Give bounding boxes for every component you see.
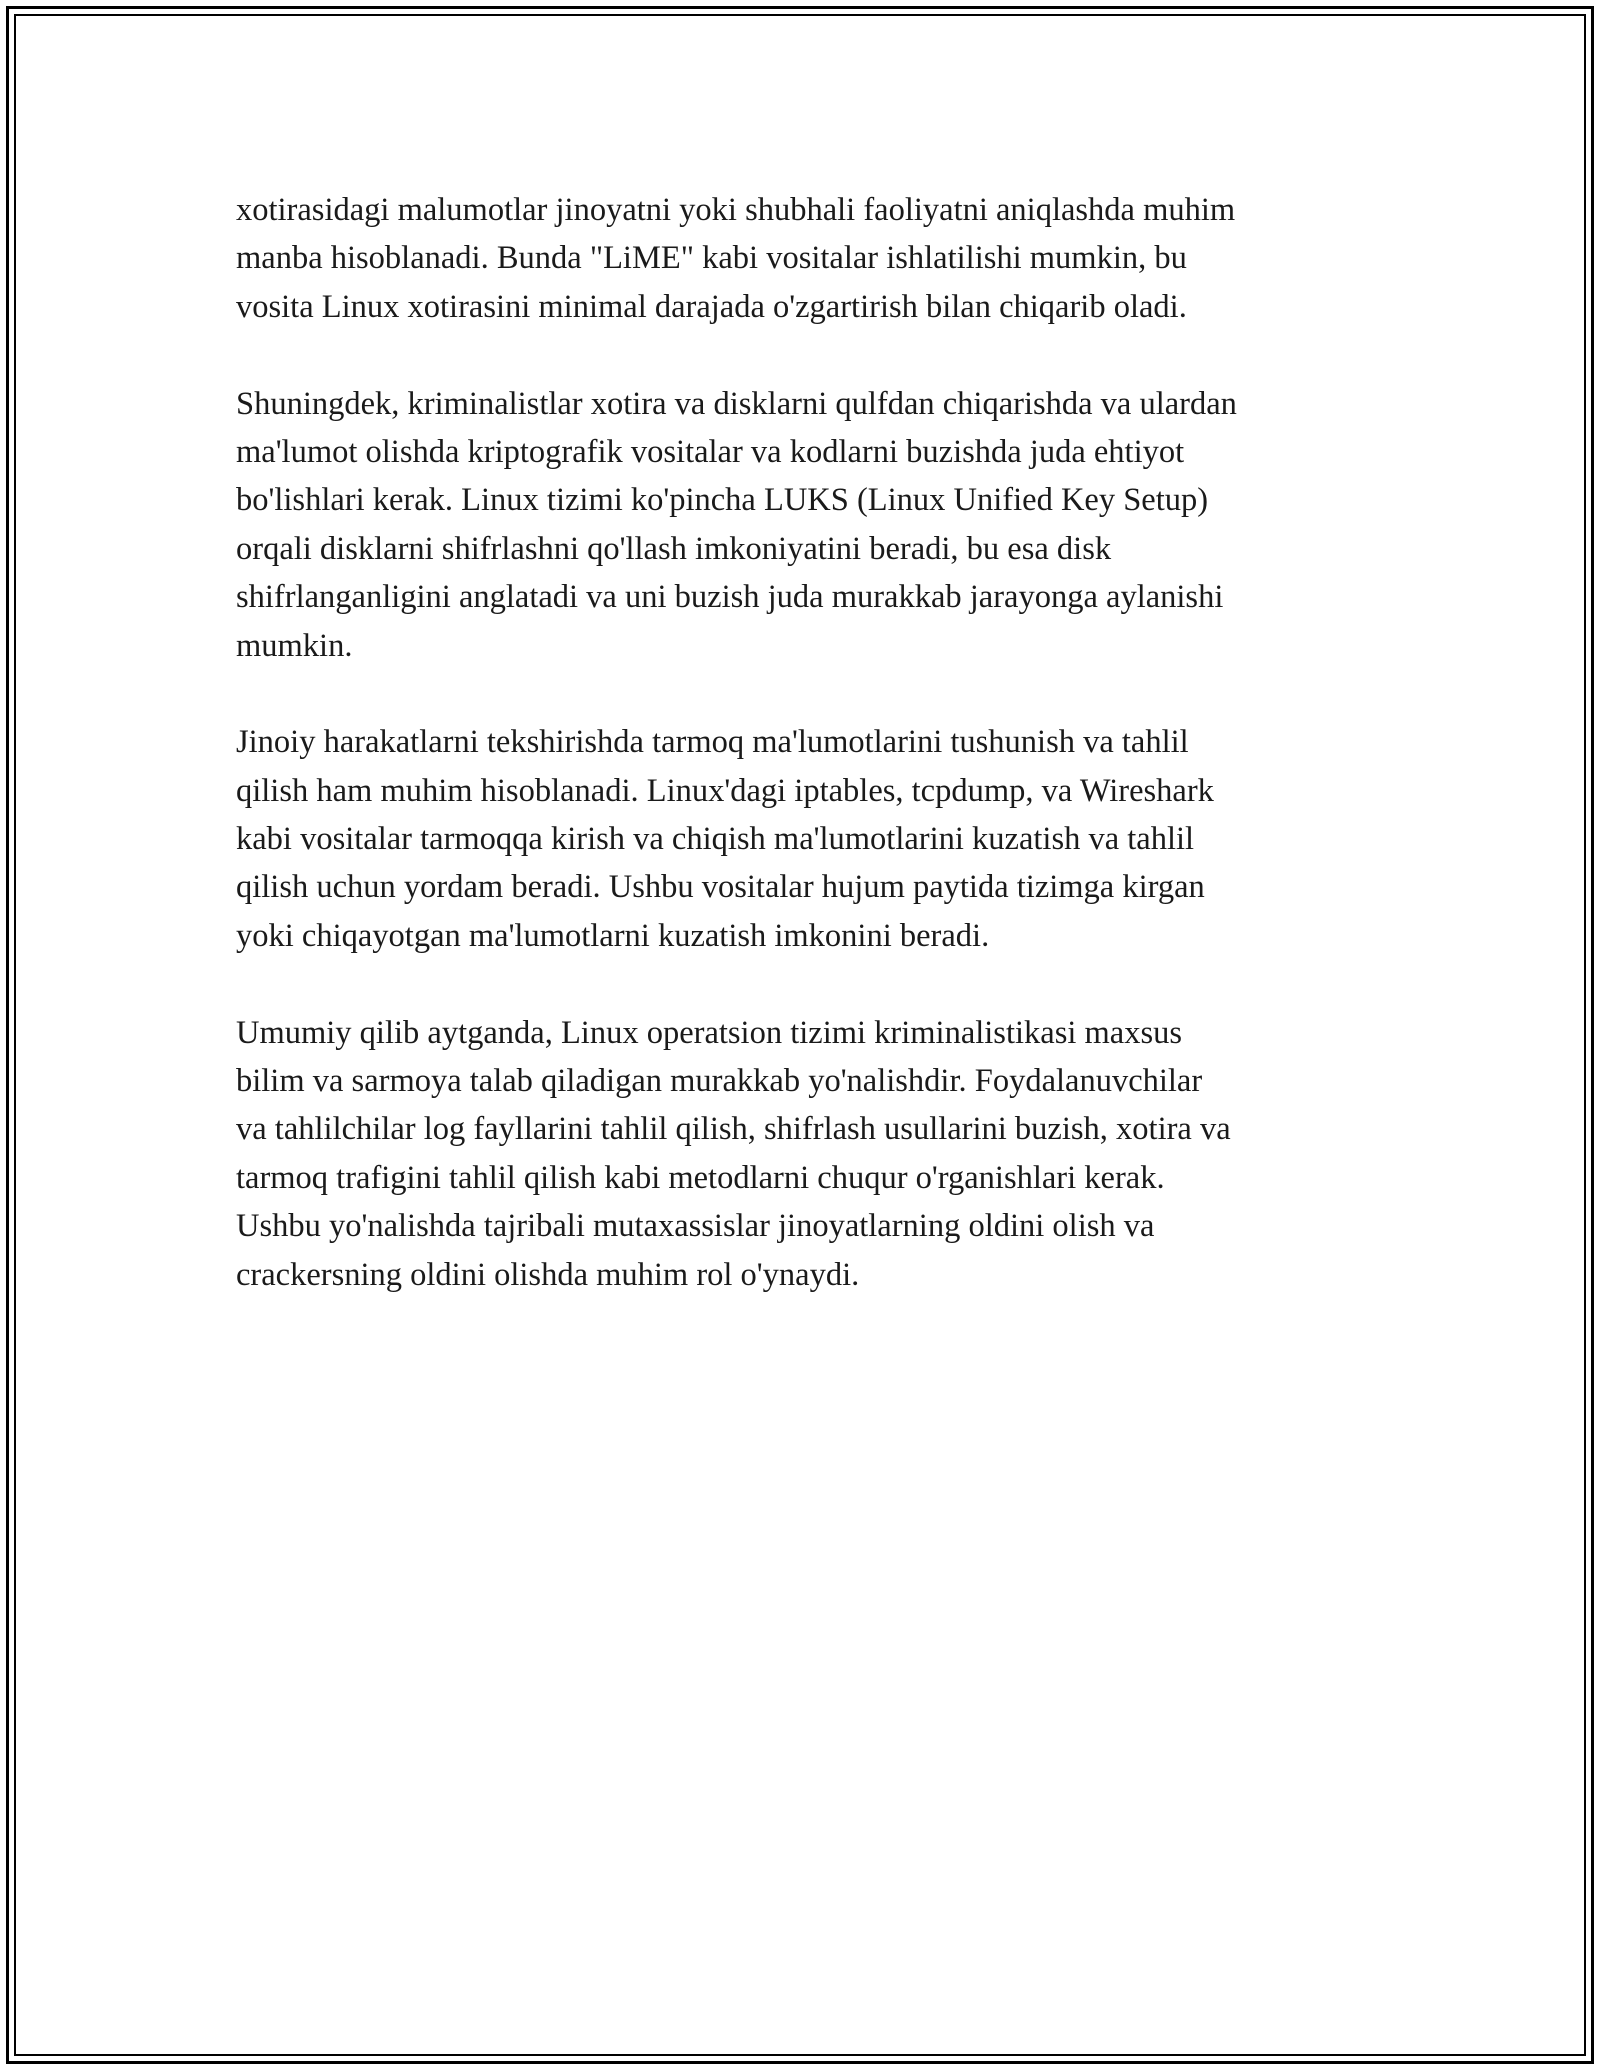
text-line: vosita Linux xotirasini minimal darajada o'zgartirish bilan chiqarib oladi. [236,288,1187,325]
paragraph-4 [236,1009,1386,1299]
text-line: shifrlanganligini anglatadi va uni buzish juda murakkab jarayonga aylanishi [236,579,1224,616]
text-line: Umumiy qilib aytganda, Linux operatsion tizimi kriminalistikasi maxsus [236,1014,1182,1051]
text-line: qilish uchun yordam beradi. Ushbu vositalar hujum paytida tizimga kirgan [236,869,1205,906]
text-line: orqali disklarni shifrlashni qo'llash imkoniyatini beradi, bu esa disk [236,530,1112,567]
text-line: Shuningdek, kriminalistlar xotira va disklarni qulfdan chiqarishda va ulardan [236,385,1237,422]
text-line: bo'lishlari kerak. Linux tizimi ko'pincha LUKS (Linux Unified Key Setup) [236,482,1209,519]
text-line: tarmoq trafigini tahlil qilish kabi metodlarni chuqur o'rganishlari kerak. [236,1159,1165,1196]
text-line: ma'lumot olishda kriptografik vositalar va kodlarni buzishda juda ehtiyot [236,433,1185,470]
text-line: xotirasidagi malumotlar jinoyatni yoki shubhali faoliyatni aniqlashda muhim [236,192,1236,228]
text-line: Ushbu yo'nalishda tajribali mutaxassislar jinoyatlarning oldini olish va [236,1208,1155,1245]
text-line: mumkin. [236,627,353,664]
text-line: va tahlilchilar log fayllarini tahlil qilish, shifrlash usullarini buzish, xotira va [236,1111,1231,1148]
paragraph-3 [236,718,1386,960]
text-line: yoki chiqayotgan ma'lumotlarni kuzatish imkonini beradi. [236,917,990,954]
text-line: qilish ham muhim hisoblanadi. Linux'dagi iptables, tcpdump, va Wireshark [236,772,1214,809]
document-body [236,186,1386,1347]
text-line: kabi vositalar tarmoqqa kirish va chiqish ma'lumotlarini kuzatish va tahlil [236,821,1195,858]
text-line: crackersning oldini olishda muhim rol o'ynaydi. [236,1256,860,1293]
text-line: Jinoiy harakatlarni tekshirishda tarmoq ma'lumotlarini tushunish va tahlil [236,724,1189,761]
paragraph-1 [236,186,1386,331]
text-line: bilim va sarmoya talab qiladigan murakkab yo'nalishdir. Foydalanuvchilar [236,1063,1203,1100]
paragraph-2 [236,380,1386,670]
text-line: manba hisoblanadi. Bunda "LiME" kabi vositalar ishlatilishi mumkin, bu [236,240,1187,277]
